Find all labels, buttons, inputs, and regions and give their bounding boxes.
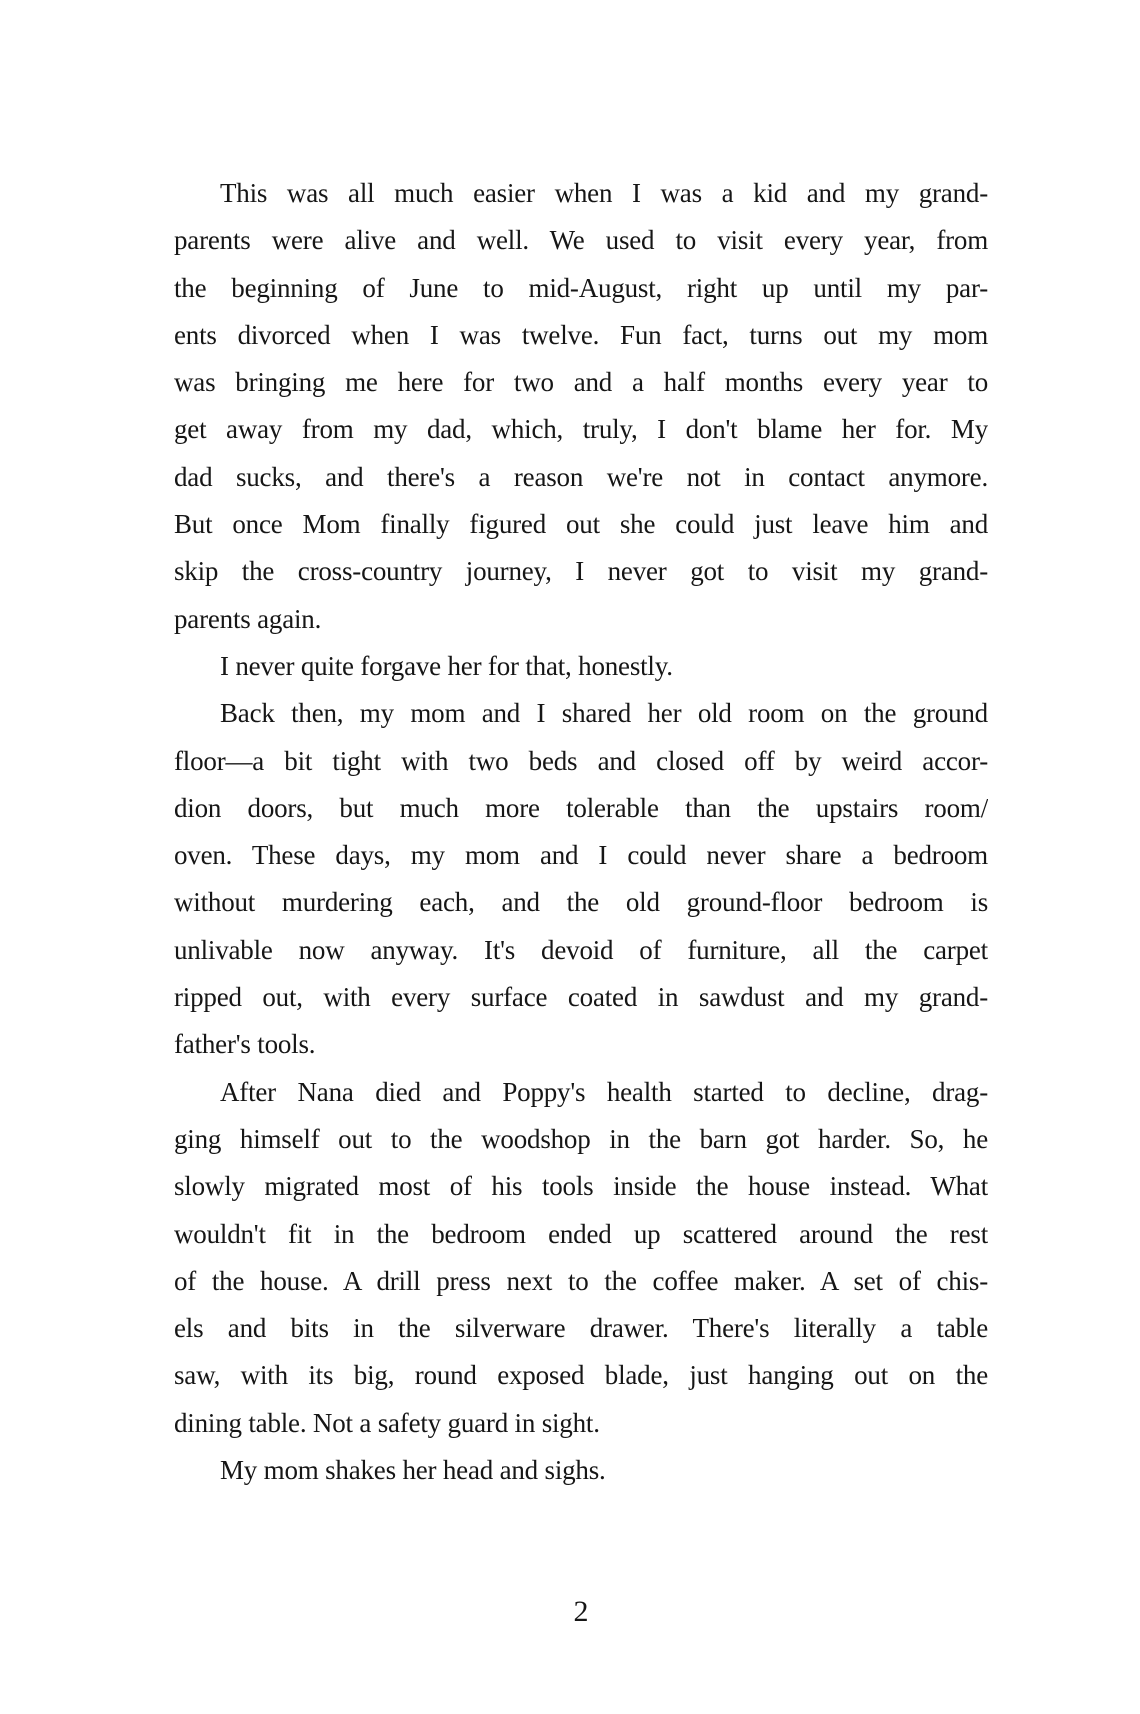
text-line: without murdering each, and the old ground-floor bedroom is bbox=[174, 887, 988, 918]
paragraph bbox=[174, 643, 988, 690]
text-line: dad sucks, and there's a reason we're not in contact anymore. bbox=[174, 461, 988, 492]
text-line: This was all much easier when I was a kid and my grand- bbox=[220, 178, 988, 208]
text-line: skip the cross-country journey, I never got to visit my grand- bbox=[174, 556, 988, 587]
text-line: dion doors, but much more tolerable than the upstairs room/ bbox=[174, 792, 988, 823]
text-line: get away from my dad, which, truly, I don't blame her for. My bbox=[174, 414, 988, 445]
text-line: unlivable now anyway. It's devoid of furniture, all the carpet bbox=[174, 934, 988, 965]
text-line: ripped out, with every surface coated in sawdust and my grand- bbox=[174, 982, 988, 1013]
paragraph bbox=[174, 690, 988, 1068]
text-line: ents divorced when I was twelve. Fun fact, turns out my mom bbox=[174, 319, 988, 350]
text-line: was bringing me here for two and a half months every year to bbox=[174, 367, 988, 398]
text-line: I never quite forgave her for that, honestly. bbox=[220, 650, 673, 681]
text-line: floor—a bit tight with two beds and closed off by weird accor- bbox=[174, 745, 988, 776]
text-line: dining table. Not a safety guard in sight. bbox=[174, 1407, 600, 1438]
text-line: But once Mom finally figured out she could just leave him and bbox=[174, 509, 988, 540]
text-line: the beginning of June to mid-August, right up until my par- bbox=[174, 272, 988, 303]
text-block bbox=[174, 170, 988, 1635]
text-line: After Nana died and Poppy's health started to decline, drag- bbox=[220, 1076, 988, 1107]
text-line: oven. These days, my mom and I could never share a bedroom bbox=[174, 840, 988, 871]
text-line: els and bits in the silverware drawer. There's literally a table bbox=[174, 1313, 988, 1344]
text-line: father's tools. bbox=[174, 1029, 316, 1060]
page-number: 2 bbox=[573, 1595, 589, 1629]
text-line: wouldn't fit in the bedroom ended up scattered around the rest bbox=[174, 1218, 988, 1249]
paragraph bbox=[174, 1447, 988, 1494]
text-line: parents were alive and well. We used to visit every year, from bbox=[174, 225, 988, 256]
text-line: Back then, my mom and I shared her old room on the ground bbox=[220, 698, 988, 729]
text-line: parents again. bbox=[174, 603, 322, 634]
text-line: saw, with its big, round exposed blade, just hanging out on the bbox=[174, 1360, 988, 1391]
paragraph bbox=[174, 170, 988, 643]
text-line: slowly migrated most of his tools inside the house instead. What bbox=[174, 1171, 988, 1202]
text-line: ging himself out to the woodshop in the barn got harder. So, he bbox=[174, 1123, 988, 1154]
text-line: of the house. A drill press next to the coffee maker. A set of chis- bbox=[174, 1265, 988, 1296]
text-line: My mom shakes her head and sighs. bbox=[220, 1455, 606, 1486]
paragraph bbox=[174, 1069, 988, 1447]
